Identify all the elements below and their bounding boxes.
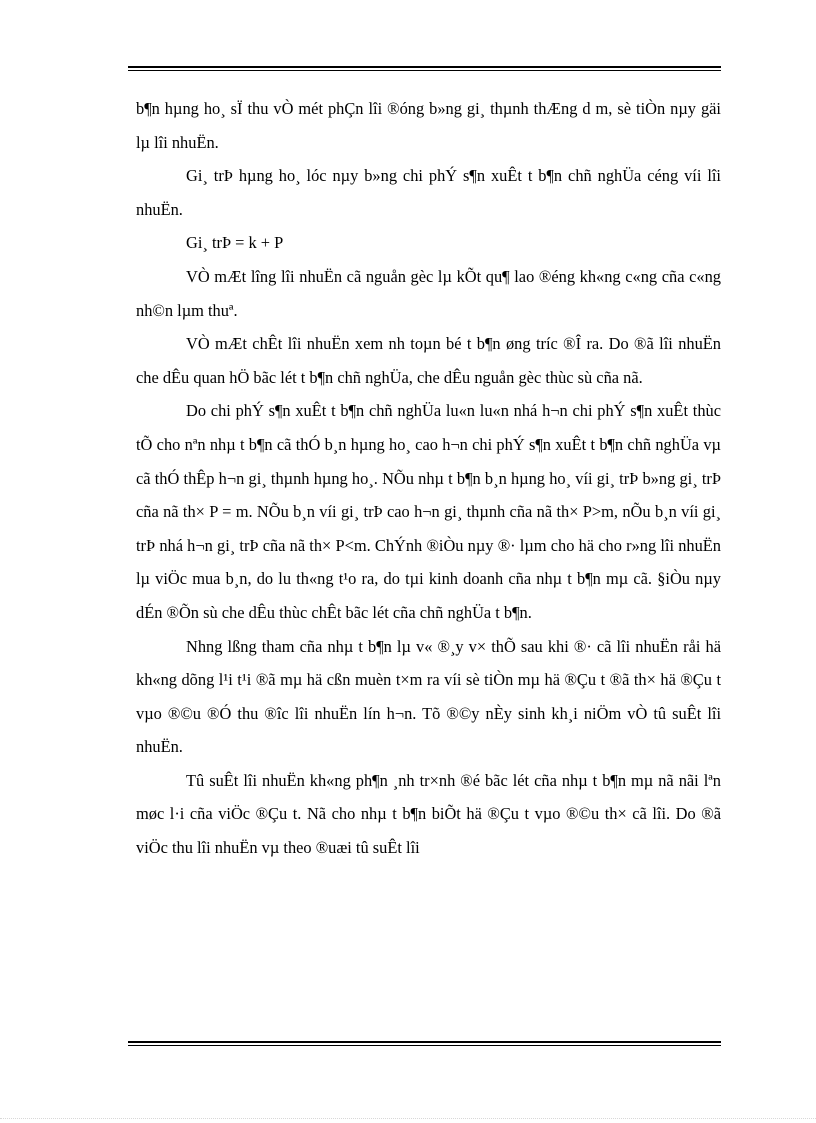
footer-double-rule bbox=[128, 1041, 721, 1046]
page-body bbox=[136, 92, 721, 865]
paragraph: Nhng lßng tham cña nhµ t b¶n lµ v« ®¸y v× thÕ sau khi ®· cã lîi nhuËn råi hä kh«ng dõng l¹i t¹i ®ã mµ hä cßn muèn t×m ra víi sè tiÒn mµ hä ®Çu t ®ã th× hä ®Çu t vµo ®©u ®Ó thu ®îc lîi nhuËn lín h¬n. Tõ ®©y nÈy sinh kh¸i niÖm vÒ tû suÊt lîi nhuËn. bbox=[136, 636, 721, 757]
page-edge-dotted-line bbox=[0, 1118, 816, 1119]
paragraph: VÒ mÆt chÊt lîi nhuËn xem nh toµn bé t b¶n øng tríc ®Î ra. Do ®ã lîi nhuËn che dÊu quan hÖ bãc lét t b¶n chñ nghÜa, che dÊu nguån gèc thùc sù cña nã. bbox=[136, 334, 721, 387]
paragraph: Tû suÊt lîi nhuËn kh«ng ph¶n ¸nh tr×nh ®é bãc lét cña nhµ t b¶n mµ nã nãi lªn møc l·i cña viÖc ®Çu t. Nã cho nhµ t b¶n biÕt hä ®Çu t vµo ®©u th× cã lîi. Do ®ã viÖc thu lîi nhuËn vµ theo ®uæi tû suÊt lîi bbox=[136, 770, 721, 858]
paragraph: Do chi phÝ s¶n xuÊt t b¶n chñ nghÜa lu«n lu«n nhá h¬n chi phÝ s¶n xuÊt thùc tÕ cho nªn nhµ t b¶n cã thÓ b¸n hµng ho¸ cao h¬n chi phÝ s¶n xuÊt t b¶n chñ nghÜa vµ cã thÓ thÊp h¬n gi¸ thµnh hµng ho¸. NÕu nhµ t b¶n b¸n hµng ho¸ víi gi¸ trÞ b»ng gi¸ trÞ cña nã th× P = m. NÕu b¸n víi gi¸ trÞ cao h¬n gi¸ thµnh cña nã th× P>m, nÕu b¸n víi gi¸ trÞ nhá h¬n gi¸ trÞ cña nã th× P<m. ChÝnh ®iÒu nµy ®· lµm cho hä cho r»ng lîi nhuËn lµ viÖc mua b¸n, do lu th«ng t¹o ra, do tµi kinh doanh cña nhµ t b¶n mµ cã. §iÒu nµy dÉn ®Õn sù che dÊu thùc chÊt bãc lét cña chñ nghÜa t b¶n. bbox=[136, 401, 721, 622]
formula-paragraph: Gi¸ trÞ = k + P bbox=[186, 233, 284, 253]
paragraph: VÒ mÆt lîng lîi nhuËn cã nguån gèc lµ kÕt qu¶ lao ®éng kh«ng c«ng cña c«ng nh©n lµm thuª. bbox=[136, 266, 721, 320]
paragraph: Gi¸ trÞ hµng ho¸ lóc nµy b»ng chi phÝ s¶n xuÊt t b¶n chñ nghÜa céng víi lîi nhuËn. bbox=[136, 166, 721, 219]
paragraph: b¶n hµng ho¸ sÏ thu vÒ mét phÇn lîi ®óng b»ng gi¸ thµnh thÆng d m, sè tiÒn nµy gäi lµ lîi nhuËn. bbox=[136, 99, 721, 152]
header-double-rule bbox=[128, 66, 721, 71]
